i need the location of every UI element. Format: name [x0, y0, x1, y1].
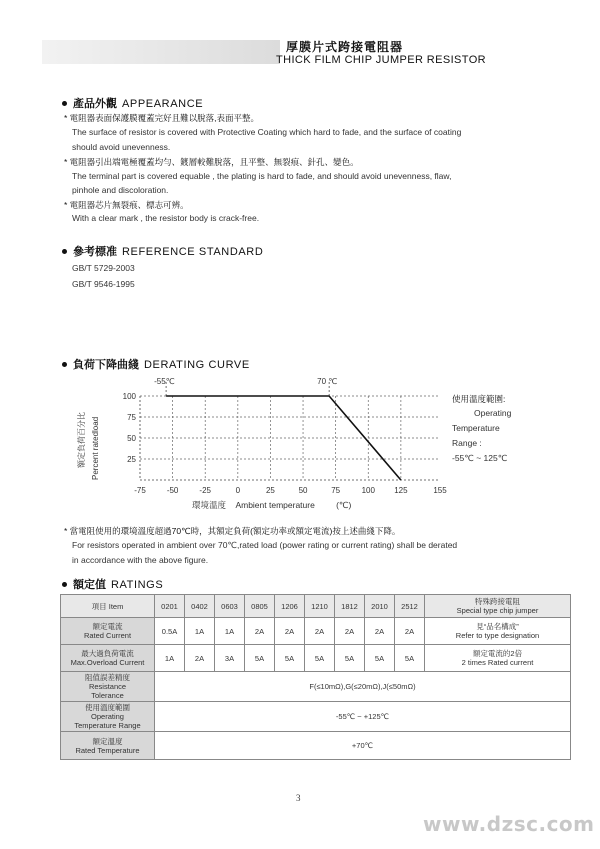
table-header-item: 項目 Item: [61, 595, 155, 618]
rated-temp-label: [61, 732, 155, 760]
x-tick-label: 100: [361, 486, 375, 495]
size-cell: 1210: [305, 595, 335, 618]
row-label-en: Rated Temperature: [75, 745, 140, 755]
bullet-icon: [62, 582, 67, 587]
ratings-table: [60, 594, 571, 760]
size-cell: 1812: [335, 595, 365, 618]
page-title-en: THICK FILM CHIP JUMPER RESISTOR: [276, 54, 487, 66]
value-cell: 2A: [275, 618, 305, 645]
x-tick-label: 155: [433, 486, 447, 495]
x-tick-label: 75: [331, 486, 341, 495]
chart-grid: [140, 396, 440, 480]
x-tick-label: -50: [166, 486, 179, 495]
special-cn: 見“品名構成”: [476, 622, 519, 631]
header-gradient-bar: [42, 40, 280, 64]
special-type-header: [425, 595, 571, 618]
watermark: www.dzsc.com: [423, 812, 595, 836]
row-label-en: Operating: [91, 712, 124, 721]
derating-heading: 負荷下降曲綫 DERATING CURVE: [62, 356, 250, 372]
standard-2: GB/T 9546-1995: [72, 279, 135, 289]
row-label-cn: 最大過負荷電流: [81, 649, 134, 658]
appearance-heading: 產品外觀 APPEARANCE: [62, 95, 203, 111]
value-cell: 1A: [155, 645, 185, 672]
y-tick-label: 100: [122, 392, 136, 401]
table-row: [61, 702, 571, 732]
value-cell: 5A: [335, 645, 365, 672]
tolerance-value: F(≤10mΩ),G(≤20mΩ),J(≤50mΩ): [155, 672, 571, 702]
rated-temp-value: +70℃: [155, 732, 571, 760]
bullet-icon: [62, 101, 67, 106]
row-label-en: Resistance: [88, 682, 127, 691]
x-axis-label: 環境溫度 Ambient temperature (℃): [192, 500, 352, 510]
appearance-item1-en-1: The surface of resistor is covered with Protective Coating which hard to fade, and the surface of coating: [72, 127, 462, 137]
curve-knee-label: 70 ℃: [317, 377, 338, 386]
special-en: 2 times Rated current: [461, 658, 534, 667]
appearance-item2-en-2: pinhole and discoloration.: [72, 185, 169, 195]
row-label-cn: 阻值誤差精度: [85, 673, 130, 682]
size-cell: 2010: [365, 595, 395, 618]
row-label-cn: 額定電流: [92, 622, 123, 631]
value-cell: 1A: [215, 618, 245, 645]
bullet-icon: [62, 362, 67, 367]
x-tick-label: -75: [134, 486, 146, 495]
y-axis-label-cn: 額定負荷百分比: [77, 412, 86, 468]
x-tick-label: 25: [265, 486, 275, 495]
derating-note-en-1: For resistors operated in ambient over 70℃,rated load (power rating or current rating) shall be derated: [72, 540, 458, 550]
table-header-row: [61, 595, 571, 618]
reference-heading: 參考標准 REFERENCE STANDARD: [62, 243, 263, 259]
row-label-en: Tolerance: [91, 691, 124, 700]
size-cell: 2512: [395, 595, 425, 618]
size-cell: 1206: [275, 595, 305, 618]
side-range-en1: Operating: [474, 408, 512, 418]
y-axis-label-en: Percent ratedload: [91, 416, 100, 480]
operating-temp-label: [61, 702, 155, 732]
page-title-cn: 厚膜片式跨接電阻器: [286, 40, 404, 54]
curve-start-label: -55℃: [154, 377, 175, 386]
chart-y-tick-labels: [123, 392, 137, 464]
table-row: [61, 645, 571, 672]
value-cell: 2A: [365, 618, 395, 645]
value-cell: 2A: [395, 618, 425, 645]
y-tick-label: 75: [127, 413, 136, 422]
x-tick-label: 0: [235, 486, 241, 495]
table-row: [61, 672, 571, 702]
value-cell: 3A: [215, 645, 245, 672]
standard-1: GB/T 5729-2003: [72, 263, 135, 273]
appearance-item2-cn: * 電阻器引出端電極覆蓋均勻、鍍層較難脫落，且平整、無裂痕、針孔、變色。: [64, 157, 359, 167]
special-rated-current: [425, 618, 571, 645]
side-range-cn: 使用溫度範圍:: [452, 394, 506, 404]
page-number: 3: [296, 793, 301, 803]
chart-x-tick-labels: [134, 486, 447, 495]
row-label-en: Temperature Range: [74, 721, 141, 730]
special-overload-current: [425, 645, 571, 672]
value-cell: 5A: [395, 645, 425, 672]
row-label-en: Rated Current: [83, 631, 132, 640]
rated-current-label: [61, 618, 155, 645]
appearance-item3-en: With a clear mark , the resistor body is crack-free.: [72, 213, 260, 223]
appearance-item2-en-1: The terminal part is covered equable , the plating is hard to fade, and should avoid unevenness, flaw,: [72, 171, 452, 181]
derating-chart: [0, 370, 600, 520]
bullet-icon: [62, 249, 67, 254]
x-tick-label: -25: [199, 486, 211, 495]
size-cell: 0201: [155, 595, 185, 618]
value-cell: 2A: [305, 618, 335, 645]
y-tick-label: 50: [127, 434, 136, 443]
size-cell: 0402: [185, 595, 215, 618]
appearance-item1-en-2: should avoid unevenness.: [72, 142, 171, 152]
chart-series: [166, 382, 401, 480]
side-range-value: -55℃ ~ 125℃: [452, 453, 508, 463]
value-cell: 5A: [275, 645, 305, 672]
value-cell: 2A: [185, 645, 215, 672]
special-cn: 額定電流的2倍: [472, 649, 523, 658]
value-cell: 2A: [335, 618, 365, 645]
row-label-cn: 額定溫度: [92, 736, 123, 746]
y-tick-label: 25: [127, 455, 136, 464]
overload-current-label: [61, 645, 155, 672]
value-cell: 0.5A: [155, 618, 185, 645]
side-range-en3: Range :: [452, 438, 482, 448]
value-cell: 5A: [365, 645, 395, 672]
appearance-item1-cn: * 電阻器表面保護膜覆蓋完好且難以脫落,表面平整。: [64, 113, 260, 123]
value-cell: 2A: [245, 618, 275, 645]
special-type-en: Special type chip jumper: [456, 606, 539, 615]
special-en: Refer to type designation: [455, 631, 540, 640]
table-row: [61, 618, 571, 645]
x-tick-label: 50: [298, 486, 308, 495]
special-type-cn: 特殊跨接電阻: [475, 597, 520, 606]
side-range-en2: Temperature: [452, 423, 500, 433]
derating-note-cn: * 當電阻使用的環境溫度超過70℃時，其額定負荷(額定功率或額定電流)按上述曲綫下降。: [64, 526, 401, 536]
tolerance-label: [61, 672, 155, 702]
ratings-heading: 額定值 RATINGS: [62, 576, 163, 592]
table-row: [61, 732, 571, 760]
appearance-item3-cn: * 電阻器芯片無裂痕、標志可辨。: [64, 200, 189, 210]
value-cell: 1A: [185, 618, 215, 645]
operating-temp-value: -55℃ ~ +125℃: [155, 702, 571, 732]
size-cell: 0805: [245, 595, 275, 618]
size-cell: 0603: [215, 595, 245, 618]
x-tick-label: 125: [394, 486, 408, 495]
row-label-en: Max.Overload Current: [70, 658, 145, 667]
value-cell: 5A: [245, 645, 275, 672]
row-label-cn: 使用溫度範圍: [85, 703, 130, 712]
derating-note-en-2: in accordance with the above figure.: [72, 555, 209, 565]
value-cell: 5A: [305, 645, 335, 672]
